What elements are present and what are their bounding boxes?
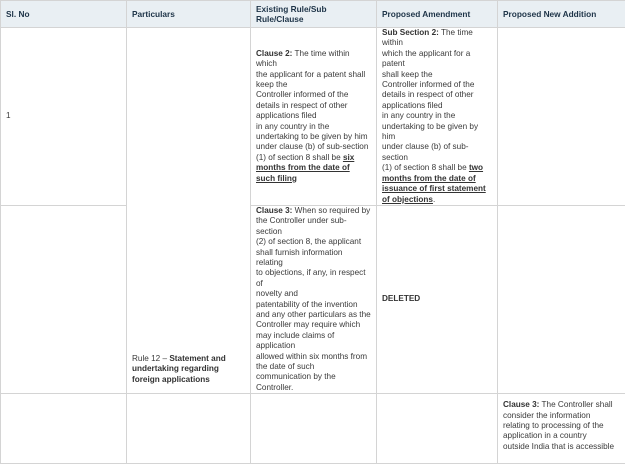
row3-sl-no [1, 394, 127, 464]
table-row [1, 28, 625, 206]
row3-proposed-cell [377, 394, 498, 464]
row1-proposed-heading: Sub Section 2: [382, 28, 439, 37]
table-header-row [1, 1, 625, 28]
header-sl-no: Sl. No [1, 1, 127, 28]
row2-proposed-cell [377, 205, 498, 393]
row3-new-addition-cell [498, 394, 625, 464]
row1-new-addition-cell [498, 28, 625, 206]
row3-new-heading: Clause 3: [503, 400, 539, 409]
header-proposed-new-addition: Proposed New Addition [498, 1, 625, 28]
header-particulars: Particulars [127, 1, 251, 28]
row3-existing-cell [251, 394, 377, 464]
row1-existing-cell [251, 28, 377, 206]
row2-existing-heading: Clause 3: [256, 206, 292, 215]
row1-sl-no: 1 [1, 28, 127, 206]
table-row [1, 205, 625, 393]
row2-sl-no [1, 205, 127, 393]
particulars-cell [127, 28, 251, 394]
table-row [1, 394, 625, 464]
row2-new-addition-cell [498, 205, 625, 393]
row3-new-text: The Controller shall consider the information relating to processing of the application in a country outside India that is accessible [503, 400, 614, 451]
row1-proposed-text: The time within which the applicant for a patent shall keep the Controller informed of the details in respect of other applications filed in any country in the undertaking to be given by him under clause (b) of sub-section (1) of section 8 shall be [382, 28, 478, 172]
row1-existing-text: The time within which the applicant for a patent shall keep the Controller informed of the details in respect of other applications filed in any country in the undertaking to be given by him under clause (b) of sub-section (1) of section 8 shall be [256, 49, 368, 162]
row2-existing-text: When so required by the Controller under sub-section (2) of section 8, the applicant shall furnish information relating to objections, if any, in respect of novelty and patentability of the invention and any other particulars as the Controller may require which may include claims of application allowed within six months from the date of such communication by the Controller. [256, 206, 371, 392]
row1-proposed-tail: . [433, 195, 435, 204]
row2-existing-cell [251, 205, 377, 393]
particulars-prefix: Rule 12 – [132, 354, 169, 363]
row1-proposed-emphasis: two months from the date of issuance of first statement of objections [382, 163, 486, 203]
row2-proposed-deleted: DELETED [382, 294, 420, 303]
header-proposed-amendment: Proposed Amendment [377, 1, 498, 28]
row1-existing-heading: Clause 2: [256, 49, 292, 58]
row1-proposed-cell [377, 28, 498, 206]
row3-particulars [127, 394, 251, 464]
header-existing-rule: Existing Rule/Sub Rule/Clause [251, 1, 377, 28]
row1-existing-emphasis: six months from the date of such filing [256, 153, 354, 183]
particulars-title: Statement and undertaking regarding foreign applications [132, 354, 226, 384]
